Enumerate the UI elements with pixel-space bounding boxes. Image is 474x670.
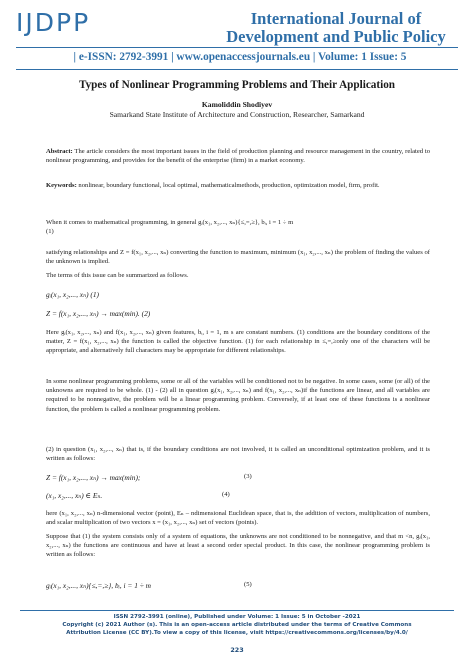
paragraph-2: satisfying relationships and Z = f(x₁, x₂,..., xₙ) converting the function to maximum, minimum (x₁, x₂,..., xₙ) the problem of finding the values of the unknown is implied. [46,249,430,266]
footer-rule [20,610,454,611]
article-title: Types of Nonlinear Programming Problems and Their Application [78,79,396,91]
equation-1: gᵢ(x₁, x₂,..., xₙ) (1) [46,290,100,299]
equation-5: gᵢ(x₁, x₂,..., xₙ){≤,=,≥}, bᵢ, i = 1 ÷ m [46,581,152,590]
journal-title [205,10,467,46]
issn-line: | e-ISSN: 2792-3991 | www.openaccessjournals.eu | Volume: 1 Issue: 5 [73,51,407,63]
equation-number-5: (5) [244,581,252,588]
paragraph-7: here (x₁, x₂,..., xₙ) n-dimensional vector (point), Eₙ – ndimensional Euclidean space, that is, the addition of vectors, multiplication of numbers, and scalar multiplication of two vectors x = (x₁, x₂,..., xₙ) set of vectors (points). [46,510,430,527]
equation-number-1: (1) [46,228,54,236]
keywords-label: Keywords: [46,182,77,189]
equation-number-4: (4) [222,491,230,498]
footer-issn: ISSN 2792-3991 (online), Published under Volume: 1 Issue: 5 in October -2021 [113,614,361,620]
abstract-text: The article considers the most important issues in the field of production planning and resource management in the country, related to nonlinear programming, and provides for the benefit of the enterprise (firm) in a market economy. [46,148,430,165]
abstract [46,147,430,165]
journal-title-line2: Development and Public Policy [226,27,446,46]
article-affiliation: Samarkand State Institute of Architecture and Construction, Researcher, Samarkand [109,110,365,119]
abstract-label: Abstract: [46,148,73,155]
equation-2: Z = f(x₁, x₂,..., xₙ) → max(min). (2) [46,309,151,318]
equation-3: Z = f(x₁, x₂,..., xₙ) → max(min); [46,473,141,482]
journal-title-line1: International Journal of [250,9,422,28]
paragraph-1-text: When it comes to mathematical programming, in general gᵢ(x₁, x₂,..., xₙ){≤,=,≥}, bᵢ, i = 1 ÷ m [46,219,294,226]
header-rule-top [16,47,458,48]
paragraph-6: (2) in question (x₁, x₂,..., xₙ) that is, if the boundary conditions are not involved, it is called an unconditional optimization problem, and it is written as follows: [46,446,430,463]
keywords-text: nonlinear, boundary functional, local optimal, mathematicalmethods, production, optimization model, firm, profit. [76,182,380,189]
paragraph-4: Here gᵢ(x₁, x₂,..., xₙ) and f(x₁, x₂,..., xₙ) given features, bᵢ, i = 1, m s are constant numbers. (1) conditions are the boundary conditions of the matter, Z = f(x₁, x₂,..., xₙ) the function is called the objective function. (1) for each relationship in ≤,=,≥only one of the characters will be appropriate, and alternatively full characters may be appropriate for different relationships. [46,329,430,355]
paragraph-1 [46,218,430,236]
article-author: Kamoliddin Shodiyev [201,100,273,109]
header-rule-bottom [16,69,458,70]
footer-copyright: Copyright (c) 2021 Author (s). This is an open-access article distributed under the terms of Creative Commons [62,622,412,628]
page-number: 223 [230,646,244,654]
paragraph-8: Suppose that (1) the system consists only of a system of equations, the unknowns are not conditioned to be nonnegative, and that m <n, gᵢ(x₁, x₂,..., xₙ) the functions are continuous and have at least a second order special product. In this case, the nonlinear programming problem is written as follows: [46,533,430,559]
journal-logo: IJDPP [16,8,91,37]
keywords [46,181,430,190]
equation-4: (x₁, x₂,..., xₙ) ∈ Eₙ. [46,491,103,500]
paragraph-5: In some nonlinear programming problems, some or all of the variables will be conditioned not to be negative. In some cases, some (or all) of the unknowns are required to be whole. (1) - (2) all in question gᵢ(x₁, x₂,..., xₙ) and f(x₁, x₂,..., xₙ)if the functions are linear, and all variables are required to be nonnegative, the problem will be a linear programming problem. Conversely, if at least one of these functions is a nonlinear function, the problem is called a nonlinear programming problem. [46,378,430,413]
paragraph-3: The terms of this issue can be summarized as follows. [46,272,189,279]
footer-license-link[interactable]: Attribution License (CC BY).To view a copy of this license, visit https://creativecommons.org/licenses/by/4.0/ [66,630,408,636]
equation-number-3: (3) [244,473,252,480]
